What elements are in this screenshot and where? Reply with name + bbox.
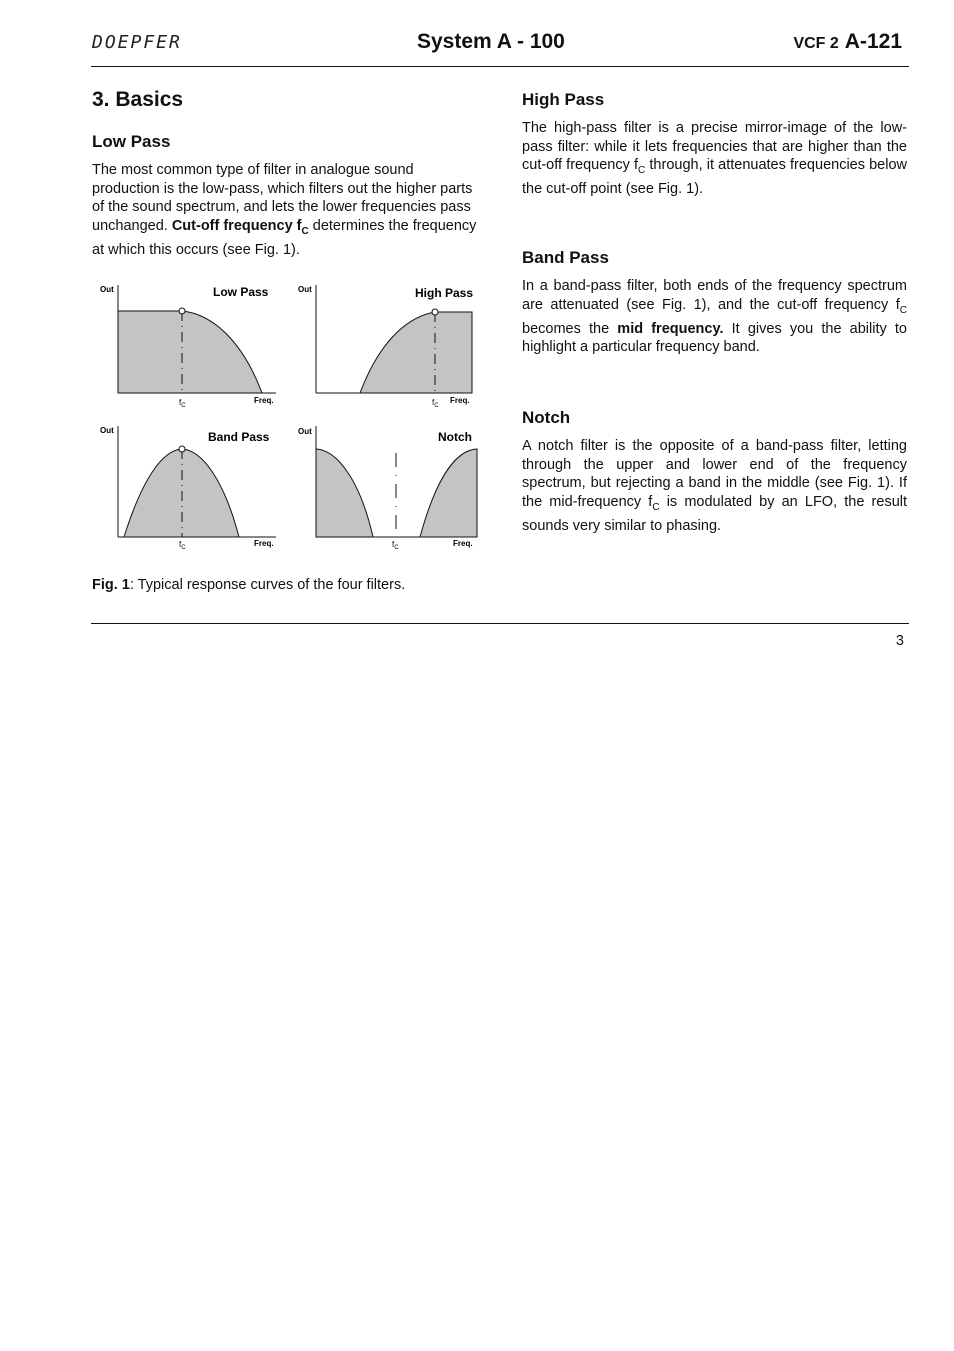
low-pass-out-label: Out [100,285,114,294]
band-pass-text-3: It gives you the ability to highlight a particular frequency band. [522,320,907,356]
fc-f: f [179,398,182,407]
fc-f: f [432,398,435,407]
notch-curve-left [316,449,373,537]
fc-sub: C [181,545,186,551]
notch-sub: C [652,501,660,513]
footer-rule [91,623,909,624]
high-pass-freq-label: Freq. [450,396,470,405]
high-pass-paragraph [522,119,907,199]
figure-caption-text: : Typical response curves of the four filters. [129,577,406,593]
header-module [793,30,902,54]
high-pass-heading: High Pass [522,90,605,109]
notch-text-2: is modulated by an LFO, the result sounds very similar to phasing. [522,493,908,534]
high-pass-label: High Pass [415,286,474,300]
high-pass-curve [360,312,472,393]
high-pass-text-2: through, it attenuates frequencies below the cut-off point (see Fig. 1). [522,157,908,198]
high-pass-fc-marker [432,309,438,315]
band-pass-fc-label [179,540,186,551]
doepfer-logo: DOEPFER [92,32,182,53]
filter-response-figure [92,280,487,555]
header-rule [91,66,909,67]
band-pass-heading: Band Pass [522,248,609,267]
low-pass-label: Low Pass [213,285,269,299]
notch-paragraph [522,437,907,535]
fc-sub: C [394,545,399,551]
fc-sub: C [181,403,186,409]
band-pass-sub: C [899,304,907,316]
high-pass-sub: C [638,164,646,176]
figure-caption [92,577,405,593]
band-pass-out-label: Out [100,426,114,435]
low-pass-text-2: determines the frequency at which this occurs (see Fig. 1). [92,217,477,258]
notch-curve-right [420,449,477,537]
header-title: System A - 100 [417,30,565,53]
low-pass-fc-label [179,398,186,409]
low-pass-bold-text: Cut-off frequency f [171,217,302,234]
panel-high-pass [298,285,473,409]
notch-out-label: Out [298,427,312,436]
fc-sub: C [434,403,439,409]
figure-caption-bold: Fig. 1 [92,577,130,593]
high-pass-fc-label [432,398,439,409]
panel-notch [298,426,477,551]
band-pass-text-2: becomes the [522,320,618,337]
panel-band-pass [100,426,276,551]
band-pass-text-1: In a band-pass filter, both ends of the frequency spectrum are attenuated (see Fig. 1), and the cut-off frequency f [522,278,907,313]
low-pass-bold-sub: C [301,225,309,237]
notch-fc-label [392,540,399,551]
fc-f: f [179,540,182,549]
page-number: 3 [895,633,904,649]
low-pass-bold [171,217,309,237]
module-prefix: VCF 2 [793,35,839,52]
notch-label: Notch [438,430,472,444]
panel-low-pass [100,285,276,409]
band-pass-label: Band Pass [208,430,270,444]
band-pass-freq-label: Freq. [254,539,274,548]
low-pass-text-1: The most common type of filter in analogue sound production is the low-pass, which filters out the higher parts of the sound spectrum, and lets the lower frequencies pass unchanged. [92,162,473,234]
notch-heading: Notch [522,408,571,427]
module-code: A-121 [844,30,902,53]
high-pass-text-1: The high-pass filter is a precise mirror-image of the low-pass filter: while it lets frequencies that are higher than the cut-off frequency f [522,120,907,173]
section-title: 3. Basics [92,88,184,111]
fc-f: f [392,540,395,549]
low-pass-heading: Low Pass [92,132,171,151]
notch-text-1: A notch filter is the opposite of a band-pass filter, letting through the upper and lower end of the frequency spectrum, but rejecting a band in the middle (see Fig. 1). If the mid-frequency f [522,438,907,510]
band-pass-bold: mid frequency. [617,320,724,337]
notch-freq-label: Freq. [453,539,473,548]
low-pass-fc-marker [179,308,185,314]
low-pass-curve [118,311,262,393]
band-pass-fc-marker [179,446,185,452]
low-pass-paragraph [92,161,477,259]
high-pass-out-label: Out [298,285,312,294]
band-pass-paragraph [522,277,907,357]
low-pass-freq-label: Freq. [254,396,274,405]
